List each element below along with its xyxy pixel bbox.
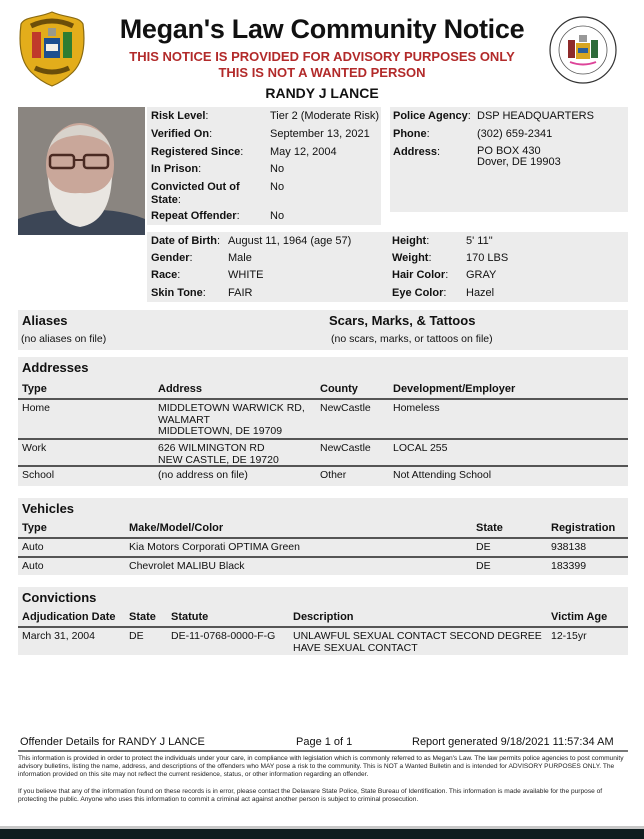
address-type: Work <box>22 442 47 454</box>
date-of-birth-value: August 11, 1964 (age 57) <box>228 235 352 247</box>
registration-panel <box>147 107 381 225</box>
column-header-state: State <box>129 611 156 623</box>
state-police-badge-logo <box>17 10 87 88</box>
field-label: Risk Level: <box>151 110 209 122</box>
field-label: Repeat Offender: <box>151 210 240 222</box>
vehicle-type: Auto <box>22 560 44 572</box>
field-label: In Prison: <box>151 163 202 175</box>
column-header-address: Address <box>158 383 203 395</box>
field-risk-level <box>151 110 379 123</box>
field-label: Eye Color: <box>392 287 447 299</box>
column-header-description: Description <box>293 611 354 623</box>
field-label: Police Agency: <box>393 110 471 122</box>
row-divider <box>18 537 628 539</box>
field-repeat-offender <box>151 210 284 223</box>
convicted-out-of-state-value: No <box>270 181 285 193</box>
field-registered-since <box>151 146 337 159</box>
conviction-state: DE <box>129 630 144 642</box>
column-header-employer: Development/Employer <box>393 383 516 395</box>
height-value: 5' 11" <box>466 235 493 247</box>
conviction-description: UNLAWFUL SEXUAL CONTACT SECOND DEGREE HAVE SEXUAL CONTACT <box>293 630 542 654</box>
address-employer: Not Attending School <box>393 469 492 481</box>
repeat-offender-value: No <box>270 210 285 222</box>
skin-tone-value: FAIR <box>228 287 253 299</box>
column-header-registration: Registration <box>551 522 616 534</box>
vehicle-type: Auto <box>22 541 44 553</box>
vehicle-registration: 183399 <box>551 560 587 572</box>
address-county: NewCastle <box>320 402 371 414</box>
in-prison-value: No <box>270 163 285 175</box>
hair-color-value: GRAY <box>466 269 497 281</box>
row-divider <box>18 398 628 400</box>
scars-value: (no scars, marks, or tattoos on file) <box>331 333 493 345</box>
address-type: Home <box>22 402 51 414</box>
field-height <box>392 235 493 248</box>
field-hair-color <box>392 269 496 282</box>
column-header-type: Type <box>22 383 47 395</box>
advisory-notice <box>90 49 554 81</box>
row-divider <box>18 465 628 467</box>
column-header-adjudication-date: Adjudication Date <box>22 611 116 623</box>
offender-photo <box>18 107 145 235</box>
field-weight <box>392 252 508 265</box>
verified-on-value: September 13, 2021 <box>270 128 370 140</box>
address-type: School <box>22 469 55 481</box>
vehicle-make: Chevrolet MALIBU Black <box>129 560 245 572</box>
field-label: Height: <box>392 235 430 247</box>
vehicles-section <box>18 498 628 575</box>
row-divider <box>18 438 628 440</box>
aliases-scars-section <box>18 310 628 350</box>
offender-photo-image <box>18 107 145 235</box>
vehicles-heading: Vehicles <box>22 501 75 516</box>
addresses-heading: Addresses <box>22 360 89 375</box>
column-header-county: County <box>320 383 358 395</box>
field-label: Verified On: <box>151 128 213 140</box>
field-in-prison <box>151 163 284 176</box>
gender-value: Male <box>228 252 252 264</box>
field-label: Phone: <box>393 128 430 140</box>
police-agency-value: DSP HEADQUARTERS <box>477 110 594 122</box>
vehicle-state: DE <box>476 560 491 572</box>
agency-address-value: PO BOX 430 Dover, DE 19903 <box>477 145 561 168</box>
field-label: Address: <box>393 146 441 158</box>
advisory-line-1: THIS NOTICE IS PROVIDED FOR ADVISORY PURPOSES ONLY <box>129 49 515 64</box>
field-date-of-birth <box>151 235 351 248</box>
conviction-date: March 31, 2004 <box>22 630 95 642</box>
phone-value: (302) 659-2341 <box>477 128 553 140</box>
field-verified-on <box>151 128 370 141</box>
address-county: NewCastle <box>320 442 371 454</box>
weight-value: 170 LBS <box>466 252 509 264</box>
footer-report-generated: Report generated 9/18/2021 11:57:34 AM <box>412 736 614 748</box>
vehicle-make: Kia Motors Corporati OPTIMA Green <box>129 541 300 553</box>
field-phone <box>393 128 552 141</box>
row-divider <box>18 626 628 628</box>
convictions-section <box>18 587 628 655</box>
disclaimer-paragraph-1: This information is provided in order to protect the individuals under your care, in compliance with legislation which is commonly referred to as Megan's Law. The law permits police agencies to post community advisory bulletins, listing the name, address, and descriptions of the offenders who MAY pose a risk to the community. This is NOT a Wanted Bulletin and is intended for ADVISORY PURPOSES ONLY. The information provided on this site may not reflect the current residence, status, or other information regarding an offender. <box>18 755 624 778</box>
field-label: Gender: <box>151 252 193 264</box>
field-eye-color <box>392 287 494 300</box>
row-divider <box>18 556 628 558</box>
column-header-type: Type <box>22 522 47 534</box>
eye-color-value: Hazel <box>466 287 495 299</box>
risk-level-value: Tier 2 (Moderate Risk) <box>270 110 380 122</box>
viewer-bottom-bar <box>0 826 644 839</box>
conviction-statute: DE-11-0768-0000-F-G <box>171 630 276 642</box>
advisory-line-2: THIS IS NOT A WANTED PERSON <box>218 65 426 80</box>
field-label: Registered Since: <box>151 146 244 158</box>
addresses-section <box>18 357 628 486</box>
footer-offender-details: Offender Details for RANDY J LANCE <box>20 736 205 748</box>
address-county: Other <box>320 469 347 481</box>
field-label: Hair Color: <box>392 269 449 281</box>
notice-header <box>0 0 644 102</box>
delaware-state-seal-logo <box>548 10 618 90</box>
convictions-heading: Convictions <box>22 590 97 605</box>
footer-divider <box>18 750 628 752</box>
address-text: (no address on file) <box>158 469 248 481</box>
aliases-heading: Aliases <box>22 313 68 328</box>
disclaimer-paragraph-2: If you believe that any of the information found on these records is in error, please contact the Delaware State Police, State Bureau of Identification. This information is made available for the purpose of protecting the public. Anyone who uses this information to commit a criminal act against another person is subject to criminal prosecution. <box>18 788 603 803</box>
address-employer: LOCAL 255 <box>393 442 448 454</box>
column-header-statute: Statute <box>171 611 209 623</box>
vehicle-registration: 938138 <box>551 541 587 553</box>
conviction-victim-age: 12-15yr <box>551 630 587 642</box>
footer-page-number: Page 1 of 1 <box>296 736 353 748</box>
field-race <box>151 269 263 282</box>
address-text: 626 WILMINGTON RD NEW CASTLE, DE 19720 <box>158 442 279 466</box>
offender-name: RANDY J LANCE <box>265 85 379 101</box>
address-employer: Homeless <box>393 402 440 414</box>
agency-panel <box>390 107 628 212</box>
field-label: Convicted Out of State: <box>151 181 240 206</box>
physical-description-panel <box>147 232 628 302</box>
field-police-agency <box>393 110 594 123</box>
field-label: Race: <box>151 269 181 281</box>
field-label: Weight: <box>392 252 432 264</box>
aliases-value: (no aliases on file) <box>21 333 107 345</box>
column-header-make: Make/Model/Color <box>129 522 224 534</box>
field-convicted-out-of-state <box>151 181 284 207</box>
field-gender <box>151 252 252 265</box>
registered-since-value: May 12, 2004 <box>270 146 337 158</box>
field-label: Skin Tone: <box>151 287 206 299</box>
page-title: Megan's Law Community Notice <box>119 14 525 44</box>
column-header-victim-age: Victim Age <box>551 611 608 623</box>
scars-heading: Scars, Marks, & Tattoos <box>329 313 476 328</box>
field-label: Date of Birth: <box>151 235 221 247</box>
race-value: WHITE <box>228 269 264 281</box>
field-skin-tone <box>151 287 252 300</box>
vehicle-state: DE <box>476 541 491 553</box>
address-text: MIDDLETOWN WARWICK RD, WALMART MIDDLETOWN, DE 19709 <box>158 402 305 437</box>
field-address <box>393 146 561 168</box>
column-header-state: State <box>476 522 503 534</box>
